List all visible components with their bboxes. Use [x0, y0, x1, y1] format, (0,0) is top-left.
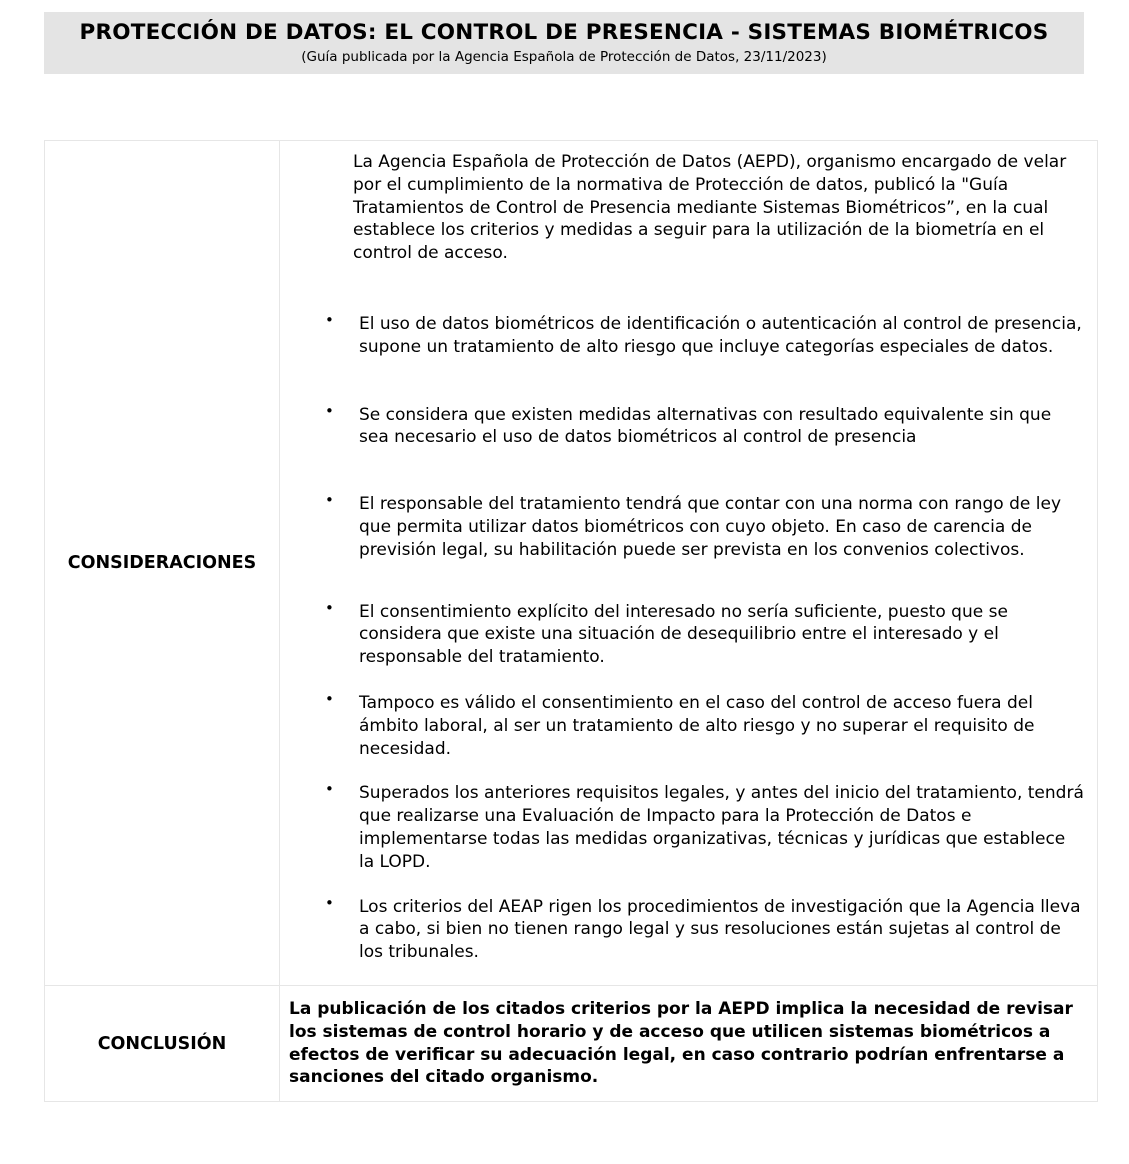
- considerations-list: [281, 310, 1096, 984]
- bullet-icon: •: [325, 310, 334, 329]
- document-header: [44, 12, 1084, 74]
- list-item-text: Tampoco es válido el consentimiento en el caso del control de acceso fuera del ámbito laboral, al ser un tratamiento de alto riesgo y no superar el requisito de necesidad.: [359, 692, 1035, 759]
- intro-paragraph: La Agencia Española de Protección de Datos (AEPD), organismo encargado de velar por el cumplimiento de la normativa de Protección de datos, publicó la "Guía Tratamientos de Control de Presencia mediante Sistemas Biométricos”, en la cual establece los criterios y medidas a seguir para la utilización de la biometría en el control de acceso.: [353, 152, 1067, 264]
- list-item: [281, 782, 1096, 873]
- list-item-text: El consentimiento explícito del interesado no sería suficiente, puesto que se considera que existe una situación de desequilibrio entre el interesado y el responsable del tratamiento.: [359, 601, 1008, 668]
- bullet-icon: •: [325, 491, 334, 510]
- list-item: [281, 401, 1096, 450]
- bullet-icon: •: [325, 598, 334, 617]
- bullet-icon: •: [325, 401, 334, 420]
- list-item-text: El uso de datos biométricos de identificación o autenticación al control de presencia, supone un tratamiento de alto riesgo que incluye categorías especiales de datos.: [359, 313, 1082, 357]
- bullet-icon: •: [325, 893, 334, 912]
- list-item: [281, 689, 1096, 760]
- row-label-conclusion: CONCLUSIÓN: [45, 985, 280, 1101]
- row-label-consideraciones: CONSIDERACIONES: [45, 141, 280, 986]
- bullet-icon: •: [325, 780, 334, 799]
- list-item-text: Superados los anteriores requisitos legales, y antes del inicio del tratamiento, tendrá que realizarse una Evaluación de Impacto para la Protección de Datos e implementarse todas las medidas organizativas, técnicas y jurídicas que establece la LOPD.: [359, 783, 1084, 872]
- list-item-text: Se considera que existen medidas alternativas con resultado equivalente sin que sea necesario el uso de datos biométricos al control de presencia: [359, 404, 1052, 448]
- list-item: [281, 310, 1096, 359]
- list-item-text: El responsable del tratamiento tendrá que contar con una norma con rango de ley que permita utilizar datos biométricos con cuyo objeto. En caso de carencia de previsión legal, su habilitación puede ser prevista en los convenios colectivos.: [359, 494, 1062, 560]
- table-row-consideraciones: [45, 141, 1098, 986]
- page-title: PROTECCIÓN DE DATOS: EL CONTROL DE PRESENCIA - SISTEMAS BIOMÉTRICOS: [79, 20, 1049, 45]
- conclusion-text: La publicación de los citados criterios por la AEPD implica la necesidad de revisar los sistemas de control horario y de acceso que utilicen sistemas biométricos a efectos de verificar su adecuación legal, en caso contrario podrían enfrentarse a sanciones del citado organismo.: [289, 998, 1073, 1088]
- list-item: [281, 598, 1096, 669]
- list-item-text: Los criterios del AEAP rigen los procedimientos de investigación que la Agencia lleva a cabo, si bien no tienen rango legal y sus resoluciones están sujetas al control de los tribunales.: [359, 896, 1081, 963]
- list-item: [281, 493, 1096, 561]
- conclusion-content: [280, 985, 1098, 1101]
- bullet-icon: •: [325, 689, 334, 708]
- consideraciones-content: [280, 141, 1098, 986]
- table-row-conclusion: [45, 985, 1098, 1101]
- page-subtitle: (Guía publicada por la Agencia Española de Protección de Datos, 23/11/2023): [301, 49, 827, 65]
- list-item: [281, 893, 1096, 964]
- content-table: [44, 140, 1098, 1102]
